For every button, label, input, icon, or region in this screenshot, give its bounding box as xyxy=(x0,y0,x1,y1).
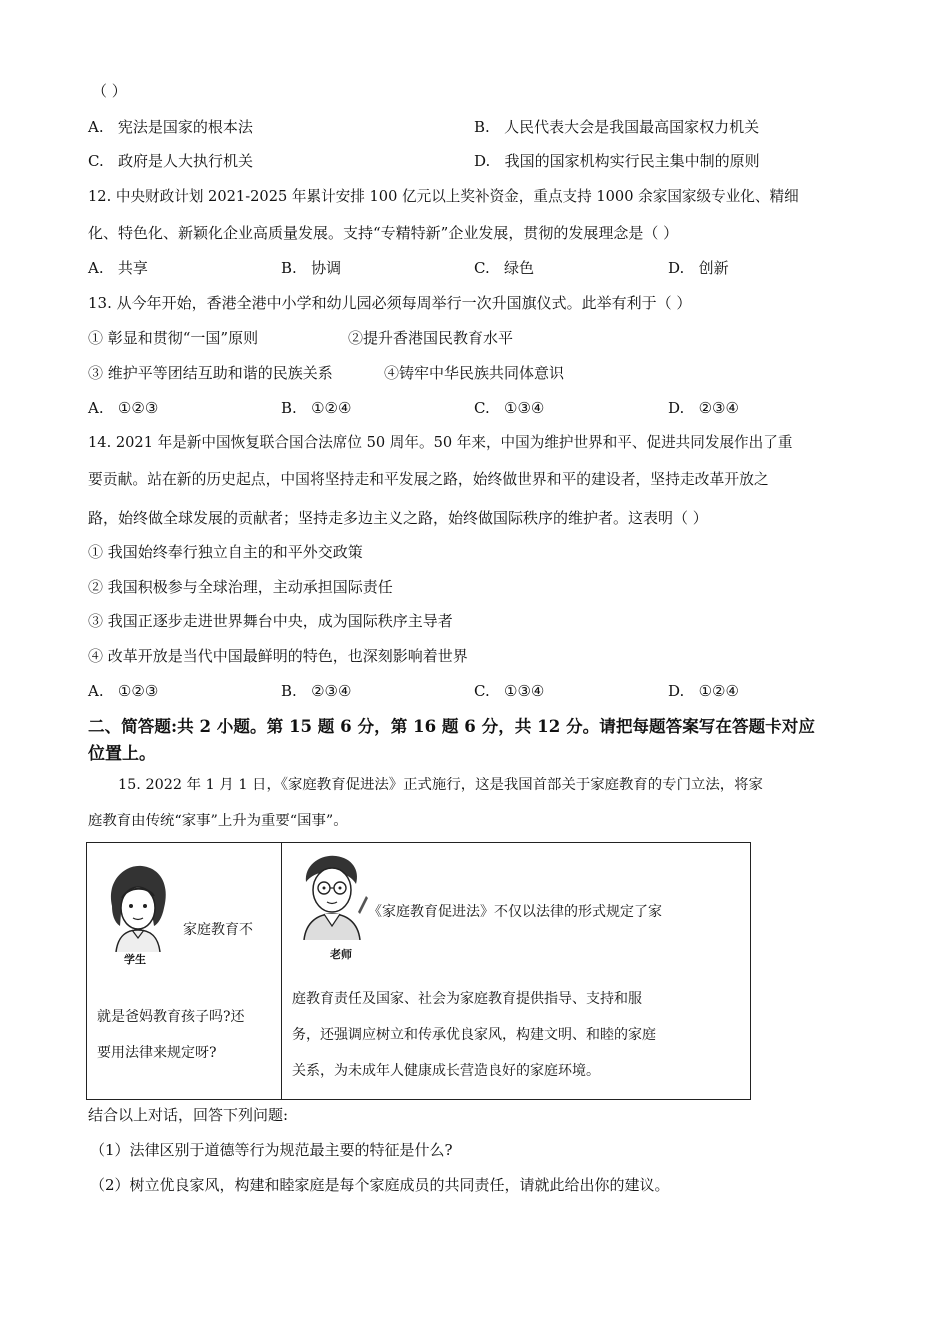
option-text: 绿色 xyxy=(504,259,535,277)
q14-item-2: ② 我国积极参与全球治理，主动承担国际责任 xyxy=(88,578,393,596)
option-text: ①②③ xyxy=(117,399,159,417)
section-heading-line2: 位置上。 xyxy=(88,744,156,764)
option-key: C. xyxy=(474,259,490,277)
option-text: ①②④ xyxy=(698,682,739,700)
option-text: 共享 xyxy=(117,259,148,277)
option-text: ②③④ xyxy=(698,399,739,417)
q15-subquestion-2: （2）树立优良家风，构建和睦家庭是每个家庭成员的共同责任，请就此给出你的建议。 xyxy=(90,1176,670,1194)
dialogue-divider xyxy=(281,842,282,1100)
option-key: B. xyxy=(474,118,490,136)
teacher-line4: 关系，为未成年人健康成长营造良好的家庭环境。 xyxy=(292,1063,600,1079)
option-text: 政府是人大执行机关 xyxy=(118,152,254,170)
q14-option-c xyxy=(474,681,544,701)
q13-stem: 13. 从今年开始，香港全港中小学和幼儿园必须每周举行一次升国旗仪式。此举有利于（ ） xyxy=(88,294,692,312)
q11-option-d xyxy=(474,151,760,171)
q15-intro-line1: 15. 2022 年 1 月 1 日，《家庭教育促进法》正式施行，这是我国首部关于家庭教育的专门立法，将家 xyxy=(118,777,763,793)
q13-item-1: ① 彰显和贯彻“一国”原则 xyxy=(88,329,259,347)
option-text: ①②④ xyxy=(311,399,352,417)
option-text: 人民代表大会是我国最高国家权力机关 xyxy=(504,118,760,136)
option-text: 我国的国家机构实行民主集中制的原则 xyxy=(504,152,760,170)
q12-option-d xyxy=(668,258,729,278)
student-illustration xyxy=(98,860,178,952)
section-heading-line1: 二、简答题:共 2 小题。第 15 题 6 分，第 16 题 6 分，共 12 分。请把每题答案写在答题卡对应 xyxy=(88,716,815,736)
option-key: C. xyxy=(88,152,104,170)
q14-stem-line3: 路，始终做全球发展的贡献者；坚持走多边主义之路，始终做国际秩序的维护者。这表明（ ） xyxy=(88,509,708,527)
student-line3: 要用法律来规定呀? xyxy=(97,1045,217,1061)
q14-item-4: ④ 改革开放是当代中国最鲜明的特色，也深刻影响着世界 xyxy=(88,647,468,665)
option-key: D. xyxy=(668,259,685,277)
q13-option-a xyxy=(88,398,158,418)
option-text: 创新 xyxy=(698,259,729,277)
q13-items-row1 xyxy=(88,328,514,348)
option-key: C. xyxy=(474,682,490,700)
q14-option-d xyxy=(668,681,739,701)
q14-item-3: ③ 我国正逐步走进世界舞台中央，成为国际秩序主导者 xyxy=(88,612,453,630)
q14-option-a xyxy=(88,681,158,701)
option-key: A. xyxy=(88,399,104,417)
q13-items-row2 xyxy=(88,363,565,383)
q11-option-c xyxy=(88,151,253,171)
q11-option-a xyxy=(88,117,253,137)
student-caption: 学生 xyxy=(124,953,146,966)
option-key: A. xyxy=(88,682,104,700)
option-text: ①③④ xyxy=(504,682,545,700)
q15-subquestion-1: （1）法律区别于道德等行为规范最主要的特征是什么? xyxy=(90,1141,453,1159)
q13-option-d xyxy=(668,398,739,418)
q12-option-b xyxy=(281,258,341,278)
student-line2: 就是爸妈教育孩子吗?还 xyxy=(97,1009,245,1025)
teacher-illustration xyxy=(292,852,372,940)
student-line1: 家庭教育不 xyxy=(183,922,253,938)
q13-option-c xyxy=(474,398,544,418)
q14-stem-line1: 14. 2021 年是新中国恢复联合国合法席位 50 周年。50 年来，中国为维护世界和平、促进共同发展作出了重 xyxy=(88,434,793,451)
teacher-line2: 庭教育责任及国家、社会为家庭教育提供指导、支持和服 xyxy=(292,991,642,1007)
option-text: 宪法是国家的根本法 xyxy=(117,118,253,136)
teacher-line1: 《家庭教育促进法》不仅以法律的形式规定了家 xyxy=(368,904,662,920)
q14-option-b xyxy=(281,681,351,701)
option-text: 协调 xyxy=(311,259,342,277)
option-key: D. xyxy=(668,682,685,700)
q11-stem-tail: （ ） xyxy=(92,82,127,100)
q12-stem-line1: 12. 中央财政计划 2021-2025 年累计安排 100 亿元以上奖补资金，重点支持 1000 余家国家级专业化、精细 xyxy=(88,188,799,205)
q14-item-1: ① 我国始终奉行独立自主的和平外交政策 xyxy=(88,543,363,561)
option-key: B. xyxy=(281,259,297,277)
q12-option-c xyxy=(474,258,534,278)
q11-option-b xyxy=(474,117,759,137)
option-key: B. xyxy=(281,399,297,417)
q13-option-b xyxy=(281,398,351,418)
option-text: ①②③ xyxy=(117,682,159,700)
option-key: B. xyxy=(281,682,297,700)
q13-item-3: ③ 维护平等团结互助和谐的民族关系 xyxy=(88,364,333,382)
q12-stem-line2: 化、特色化、新颖化企业高质量发展。支持“专精特新”企业发展，贯彻的发展理念是（ ） xyxy=(88,224,679,242)
q15-intro-line2: 庭教育由传统“家事”上升为重要“国事”。 xyxy=(88,813,348,829)
q13-item-2: ②提升香港国民教育水平 xyxy=(348,329,514,347)
option-key: D. xyxy=(474,152,491,170)
option-key: A. xyxy=(88,118,104,136)
q13-item-4: ④铸牢中华民族共同体意识 xyxy=(384,364,565,382)
option-text: ②③④ xyxy=(311,682,352,700)
q15-prompt: 结合以上对话，回答下列问题: xyxy=(88,1106,289,1124)
q14-stem-line2: 要贡献。站在新的历史起点，中国将坚持走和平发展之路，始终做世界和平的建设者，坚持走改革开放之 xyxy=(88,471,769,488)
option-key: C. xyxy=(474,399,490,417)
option-key: A. xyxy=(88,259,104,277)
teacher-caption: 老师 xyxy=(330,948,352,961)
q12-option-a xyxy=(88,258,148,278)
option-key: D. xyxy=(668,399,685,417)
teacher-line3: 务，还强调应树立和传承优良家风，构建文明、和睦的家庭 xyxy=(292,1027,656,1043)
option-text: ①③④ xyxy=(504,399,545,417)
